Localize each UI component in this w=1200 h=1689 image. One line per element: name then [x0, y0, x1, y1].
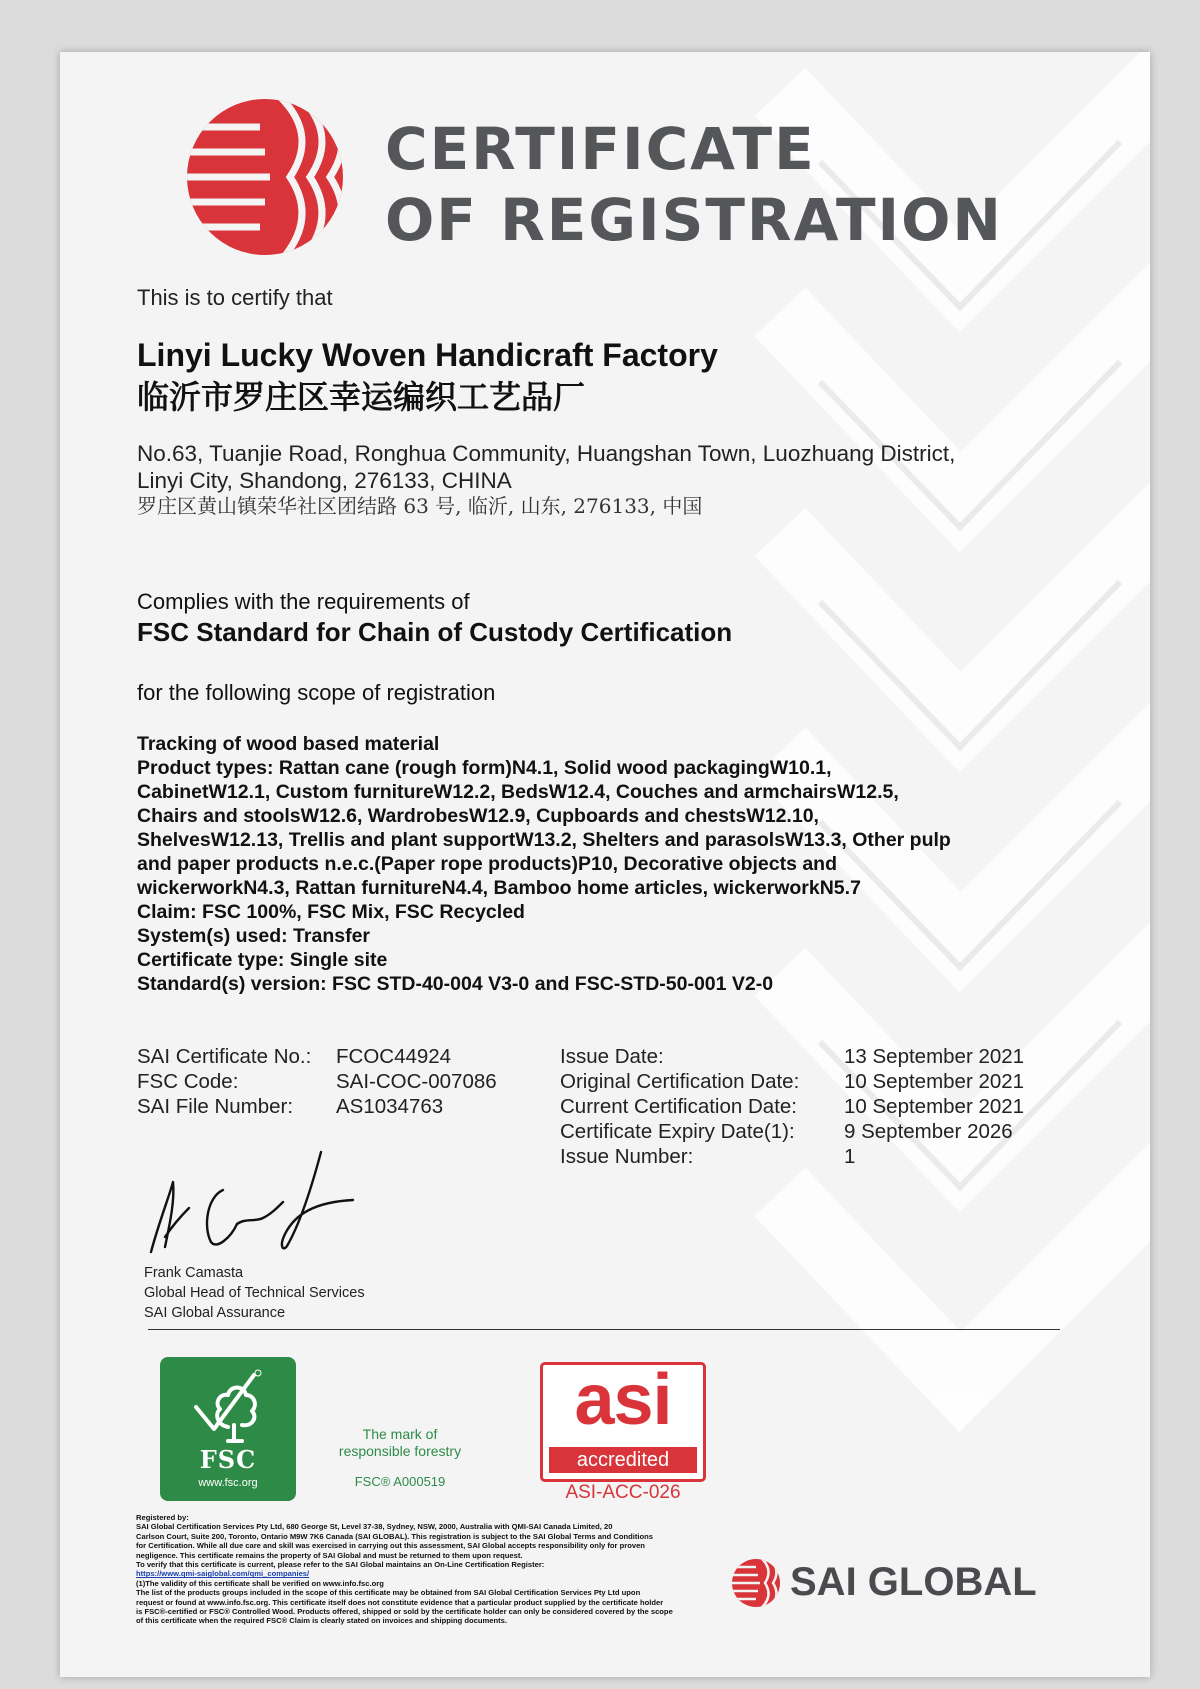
asi-logo: [540, 1362, 706, 1482]
code-label: SAI Certificate No.:: [137, 1045, 312, 1068]
fine-print-line: Registered by:: [136, 1513, 189, 1522]
signatory-name: Frank Camasta: [144, 1265, 244, 1281]
issue-number: 1: [844, 1145, 856, 1168]
scope-lead: for the following scope of registration: [137, 680, 496, 705]
signatory-org: SAI Global Assurance: [144, 1305, 286, 1321]
company-name-cn: 临沂市罗庄区幸运编织工艺品厂: [137, 378, 586, 415]
fsc-logo: [160, 1357, 296, 1501]
fsc-logo-url: www.fsc.org: [198, 1477, 258, 1489]
scope-line: Chairs and stoolsW12.6, WardrobesW12.9, Cupboards and chestsW12.10,: [137, 805, 819, 827]
date-labels: [560, 1044, 799, 1169]
title-line-1: CERTIFICATE: [385, 115, 816, 183]
fsc-license-code: FSC® A000519: [354, 1474, 446, 1489]
date-label: Current Certification Date:: [560, 1095, 797, 1118]
company-name: [137, 335, 718, 418]
code-values: [336, 1044, 497, 1119]
fine-print-line: To verify that this certificate is current, please refer to the SAI Global maintains an On-Line Certification Register:: [136, 1560, 545, 1570]
fsc-tree-check-icon: [188, 1367, 268, 1445]
code-label: FSC Code:: [137, 1070, 239, 1093]
compliance-standard: FSC Standard for Chain of Custody Certification: [137, 617, 733, 647]
signature-image: [145, 1142, 375, 1262]
fsc-mark-line-1: The mark of: [362, 1426, 438, 1442]
fine-print-line: Carlson Court, Suite 200, Toronto, Ontario M9W 7K6 Canada (SAI GLOBAL). This registration is subject to the SAI Global Terms and Conditions: [136, 1531, 653, 1541]
signatory-role: Global Head of Technical Services: [144, 1285, 365, 1301]
scope-line: CabinetW12.1, Custom furnitureW12.2, BedsW12.4, Couches and armchairsW12.5,: [137, 781, 899, 803]
fsc-code: SAI-COC-007086: [336, 1070, 497, 1093]
fine-print-line: request or found at www.info.fsc.org. This certificate itself does not constitute evidence that a particular product supplied by the certificate holder: [136, 1597, 664, 1607]
company-address: [137, 440, 955, 518]
certificate-expiry-date: 9 September 2026: [844, 1120, 1013, 1143]
fine-print-line: of this certificate when the required FSC® Claim is clearly stated on invoices and shipping documents.: [136, 1616, 508, 1626]
sai-globe-logo: [170, 97, 360, 257]
date-label: Original Certification Date:: [560, 1070, 800, 1093]
address-line-1: No.63, Tuanjie Road, Ronghua Community, Huangshan Town, Luozhuang District,: [137, 441, 956, 466]
date-label: Issue Date:: [560, 1045, 664, 1068]
asi-logo-word: asi: [574, 1360, 672, 1440]
sai-global-wordmark: SAI GLOBAL: [790, 1560, 1037, 1604]
fine-print-line: SAI Global Certification Services Pty Ltd, 680 George St, Level 37-38, Sydney, NSW, 2000, Australia with QMI-SAI Canada Limited, 20: [136, 1522, 613, 1532]
certificate-page: [60, 52, 1150, 1677]
scope-line: Certificate type: Single site: [137, 949, 388, 971]
title-line-2: OF REGISTRATION: [385, 185, 1003, 254]
sai-global-small-globe-icon: [728, 1557, 784, 1609]
fine-print-line: negligence. This certificate remains the property of SAI Global and must be returned to them upon request.: [136, 1550, 523, 1560]
signature-divider: [148, 1329, 1060, 1330]
address-line-2: Linyi City, Shandong, 276133, CHINA: [137, 468, 512, 493]
fsc-logo-word: FSC: [199, 1445, 257, 1474]
fine-print-line: for Certification. While all due care and skill was exercised in carrying out this assessment, SAI Global accepts responsibility only for proven: [136, 1541, 645, 1551]
address-cn: 罗庄区黄山镇荣华社区团结路 63 号, 临沂, 山东, 276133, 中国: [137, 494, 703, 518]
qmi-register-link-text[interactable]: https://www.qmi-saiglobal.com/qmi_companies/: [136, 1569, 310, 1579]
scope-line: Claim: FSC 100%, FSC Mix, FSC Recycled: [137, 901, 525, 923]
scope-line: System(s) used: Transfer: [137, 925, 371, 947]
fsc-mark-line-2: responsible forestry: [338, 1443, 462, 1459]
company-name-en: Linyi Lucky Woven Handicraft Factory: [137, 337, 718, 373]
issue-date: 13 September 2021: [844, 1045, 1025, 1068]
fsc-mark-tagline: [310, 1426, 490, 1460]
certificate-title: [385, 114, 1003, 256]
asi-accredited-label: accredited: [549, 1447, 697, 1473]
fine-print-line: (1)The validity of this certificate shall be verified on www.info.fsc.org: [136, 1578, 384, 1588]
code-labels: [137, 1044, 311, 1119]
compliance-lead: Complies with the requirements of: [137, 589, 470, 614]
scope-line: wickerworkN4.3, Rattan furnitureN4.4, Bamboo home articles, wickerworkN5.7: [137, 877, 861, 899]
scope-line: Standard(s) version: FSC STD-40-004 V3-0 and FSC-STD-50-001 V2-0: [137, 973, 774, 995]
scope-line: and paper products n.e.c.(Paper rope products)P10, Decorative objects and: [137, 853, 838, 875]
scope-line: Tracking of wood based material: [137, 733, 440, 755]
sai-file-number: AS1034763: [336, 1095, 444, 1118]
certify-intro: This is to certify that: [137, 285, 333, 310]
scope-line: Product types: Rattan cane (rough form)N4.1, Solid wood packagingW10.1,: [137, 757, 832, 779]
asi-accreditation-code: ASI-ACC-026: [565, 1482, 681, 1503]
date-values: [844, 1044, 1024, 1169]
date-label: Certificate Expiry Date(1):: [560, 1120, 795, 1143]
fine-print-line: The list of the products groups included in the scope of this certificate may be obtained from SAI Global Certification Services Pty Ltd upon: [136, 1588, 641, 1598]
original-certification-date: 10 September 2021: [844, 1070, 1025, 1093]
sai-certificate-number: FCOC44924: [336, 1045, 452, 1068]
scope-line: ShelvesW12.13, Trellis and plant supportW13.2, Shelters and parasolsW13.3, Other pulp: [137, 829, 951, 851]
current-certification-date: 10 September 2021: [844, 1095, 1025, 1118]
fine-print-line: is FSC®-certified or FSC® Controlled Wood. Products offered, shipped or sold by the certificate holder can only be considered covered by the scope: [136, 1607, 673, 1617]
scope-of-registration: [137, 732, 1037, 996]
signatory-block: [144, 1263, 365, 1323]
code-label: SAI File Number:: [137, 1095, 294, 1118]
date-label: Issue Number:: [560, 1145, 694, 1168]
